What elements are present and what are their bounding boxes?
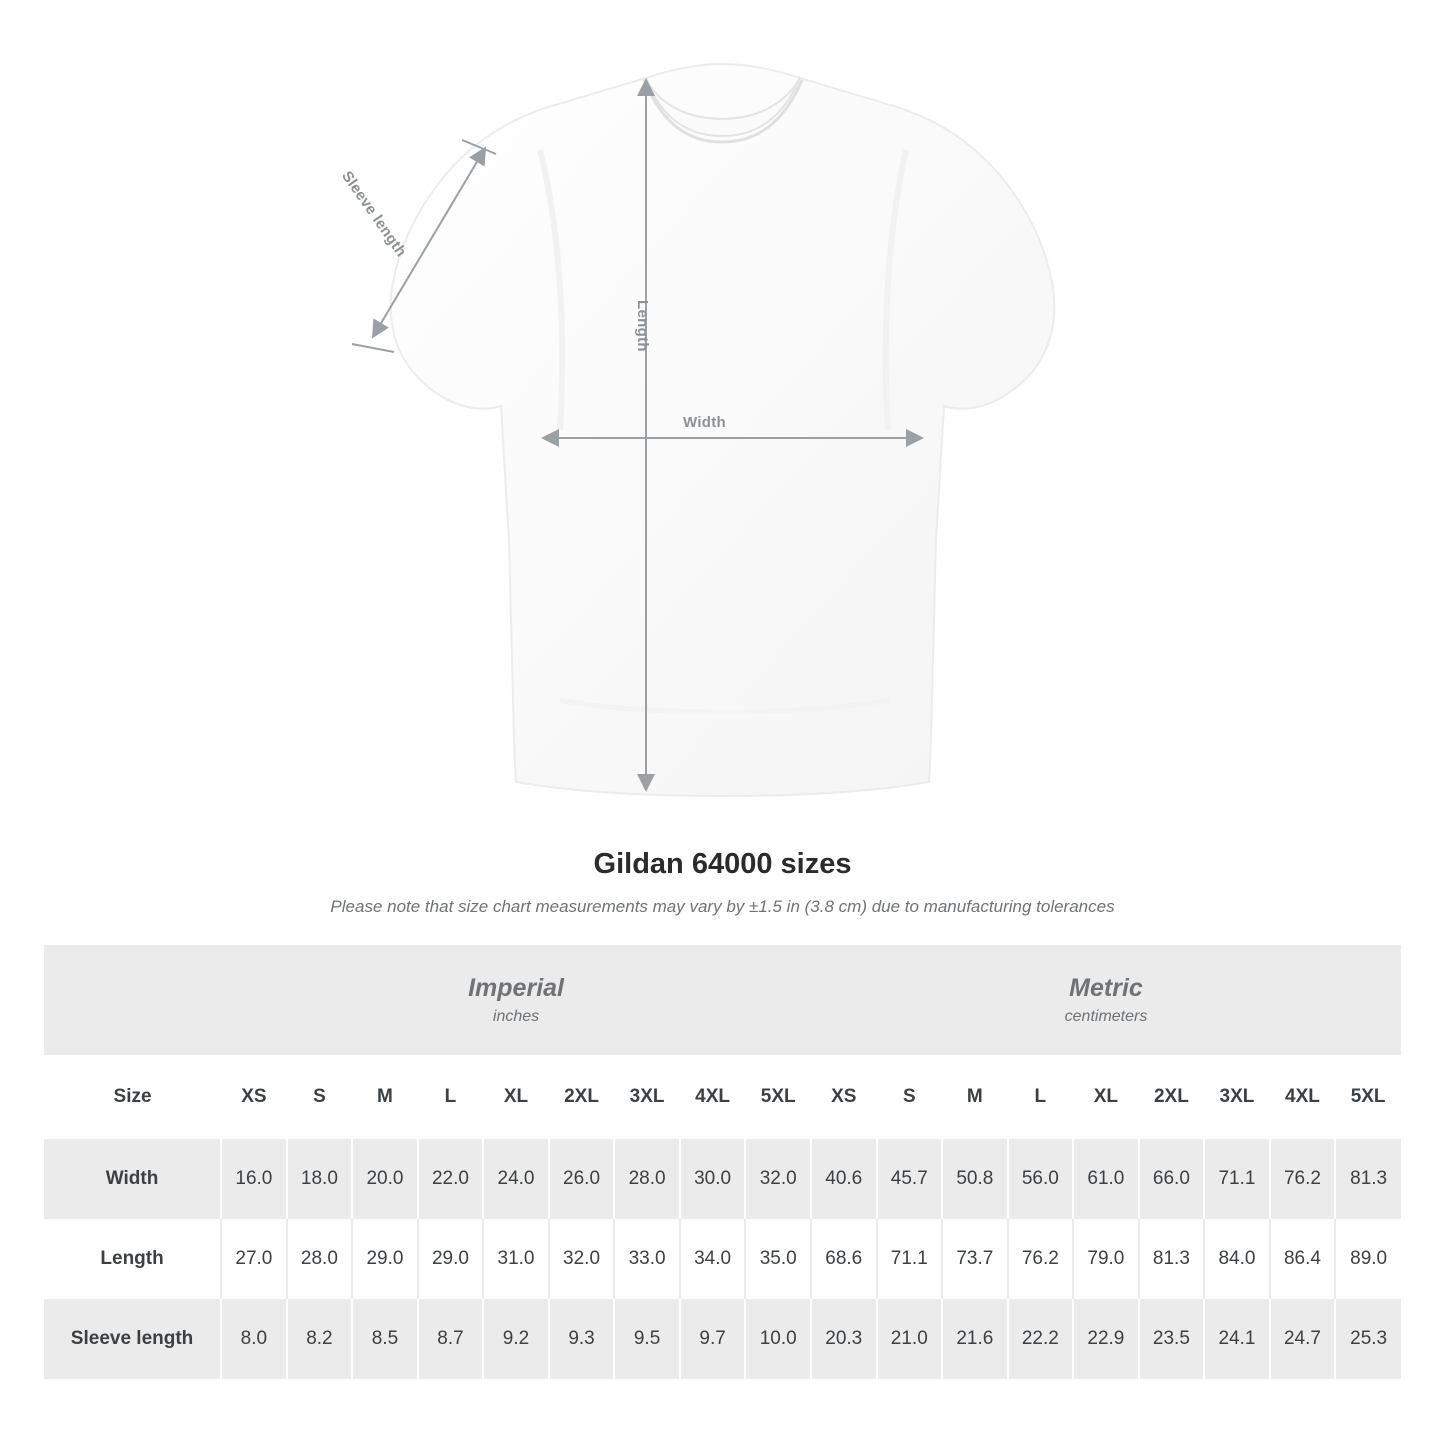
column-header: XL (1073, 1055, 1139, 1139)
table-row (44, 1139, 1401, 1219)
table-cell: 21.6 (942, 1299, 1008, 1379)
unit-name-imperial: Imperial (468, 973, 564, 1002)
length-label: Length (634, 300, 651, 352)
table-cell: 68.6 (811, 1219, 877, 1299)
table-cell: 22.2 (1008, 1299, 1074, 1379)
table-cell: 9.2 (483, 1299, 549, 1379)
table-cell: 26.0 (549, 1139, 615, 1219)
table-cell: 86.4 (1270, 1219, 1336, 1299)
table-cell: 30.0 (680, 1139, 746, 1219)
table-cell: 32.0 (745, 1139, 811, 1219)
table-cell: 56.0 (1008, 1139, 1074, 1219)
width-label: Width (683, 414, 727, 431)
table-cell: 28.0 (287, 1219, 353, 1299)
table-cell: 29.0 (352, 1219, 418, 1299)
table-cell: 33.0 (614, 1219, 680, 1299)
table-cell: 32.0 (549, 1219, 615, 1299)
table-cell: 27.0 (221, 1219, 287, 1299)
unit-header-imperial (221, 945, 811, 1055)
table-cell: 24.7 (1270, 1299, 1336, 1379)
unit-sub-imperial: inches (492, 1008, 540, 1026)
column-header: 2XL (549, 1055, 615, 1139)
table-cell: 31.0 (483, 1219, 549, 1299)
unit-header-metric (811, 945, 1401, 1055)
table-cell: 9.7 (680, 1299, 746, 1379)
table-cell: 89.0 (1335, 1219, 1401, 1299)
unit-name-metric: Metric (1069, 973, 1143, 1002)
column-header: L (1008, 1055, 1074, 1139)
size-table (44, 945, 1401, 1379)
page-title: Gildan 64000 sizes (593, 848, 852, 880)
table-row (44, 1299, 1401, 1379)
column-header: 5XL (1335, 1055, 1401, 1139)
table-cell: 20.3 (811, 1299, 877, 1379)
column-header: M (942, 1055, 1008, 1139)
row-label-width: Width (44, 1139, 221, 1219)
table-cell: 79.0 (1073, 1219, 1139, 1299)
table-cell: 76.2 (1008, 1219, 1074, 1299)
unit-header-spacer (44, 945, 221, 1055)
table-cell: 20.0 (352, 1139, 418, 1219)
column-header: 3XL (614, 1055, 680, 1139)
table-cell: 24.1 (1204, 1299, 1270, 1379)
table-cell: 84.0 (1204, 1219, 1270, 1299)
column-header: S (877, 1055, 943, 1139)
table-cell: 10.0 (745, 1299, 811, 1379)
table-cell: 22.9 (1073, 1299, 1139, 1379)
unit-sub-metric: centimeters (1064, 1008, 1148, 1026)
table-cell: 8.2 (287, 1299, 353, 1379)
table-cell: 23.5 (1139, 1299, 1205, 1379)
row-label-length: Length (44, 1219, 221, 1299)
unit-header-row (44, 945, 1401, 1055)
table-cell: 71.1 (877, 1219, 943, 1299)
table-cell: 29.0 (418, 1219, 484, 1299)
tolerance-note: Please note that size chart measurements may vary by ±1.5 in (3.8 cm) due to manufacturing tolerances (330, 897, 1115, 916)
table-cell: 81.3 (1335, 1139, 1401, 1219)
table-cell: 8.7 (418, 1299, 484, 1379)
row-header-size: Size (44, 1055, 221, 1139)
column-header: 5XL (745, 1055, 811, 1139)
table-cell: 9.3 (549, 1299, 615, 1379)
column-header: XL (483, 1055, 549, 1139)
table-cell: 24.0 (483, 1139, 549, 1219)
table-cell: 21.0 (877, 1299, 943, 1379)
column-header: 3XL (1204, 1055, 1270, 1139)
size-header-row (44, 1055, 1401, 1139)
title-block (0, 848, 1445, 917)
table-cell: 34.0 (680, 1219, 746, 1299)
table-cell: 40.6 (811, 1139, 877, 1219)
column-header: 2XL (1139, 1055, 1205, 1139)
table-cell: 16.0 (221, 1139, 287, 1219)
table-cell: 28.0 (614, 1139, 680, 1219)
table-cell: 9.5 (614, 1299, 680, 1379)
table-cell: 81.3 (1139, 1219, 1205, 1299)
table-cell: 35.0 (745, 1219, 811, 1299)
table-cell: 25.3 (1335, 1299, 1401, 1379)
table-cell: 22.0 (418, 1139, 484, 1219)
sleeve-length-label: Sleeve length (338, 168, 410, 261)
table-cell: 8.5 (352, 1299, 418, 1379)
row-label-sleeve-length: Sleeve length (44, 1299, 221, 1379)
column-header: L (418, 1055, 484, 1139)
table-cell: 50.8 (942, 1139, 1008, 1219)
table-cell: 61.0 (1073, 1139, 1139, 1219)
table-cell: 8.0 (221, 1299, 287, 1379)
column-header: XS (221, 1055, 287, 1139)
column-header: 4XL (680, 1055, 746, 1139)
table-cell: 73.7 (942, 1219, 1008, 1299)
table-cell: 66.0 (1139, 1139, 1205, 1219)
column-header: M (352, 1055, 418, 1139)
column-header: 4XL (1270, 1055, 1336, 1139)
column-header: XS (811, 1055, 877, 1139)
table-cell: 45.7 (877, 1139, 943, 1219)
size-chart (44, 945, 1401, 1379)
table-row (44, 1219, 1401, 1299)
table-cell: 71.1 (1204, 1139, 1270, 1219)
table-cell: 18.0 (287, 1139, 353, 1219)
table-cell: 76.2 (1270, 1139, 1336, 1219)
column-header: S (287, 1055, 353, 1139)
